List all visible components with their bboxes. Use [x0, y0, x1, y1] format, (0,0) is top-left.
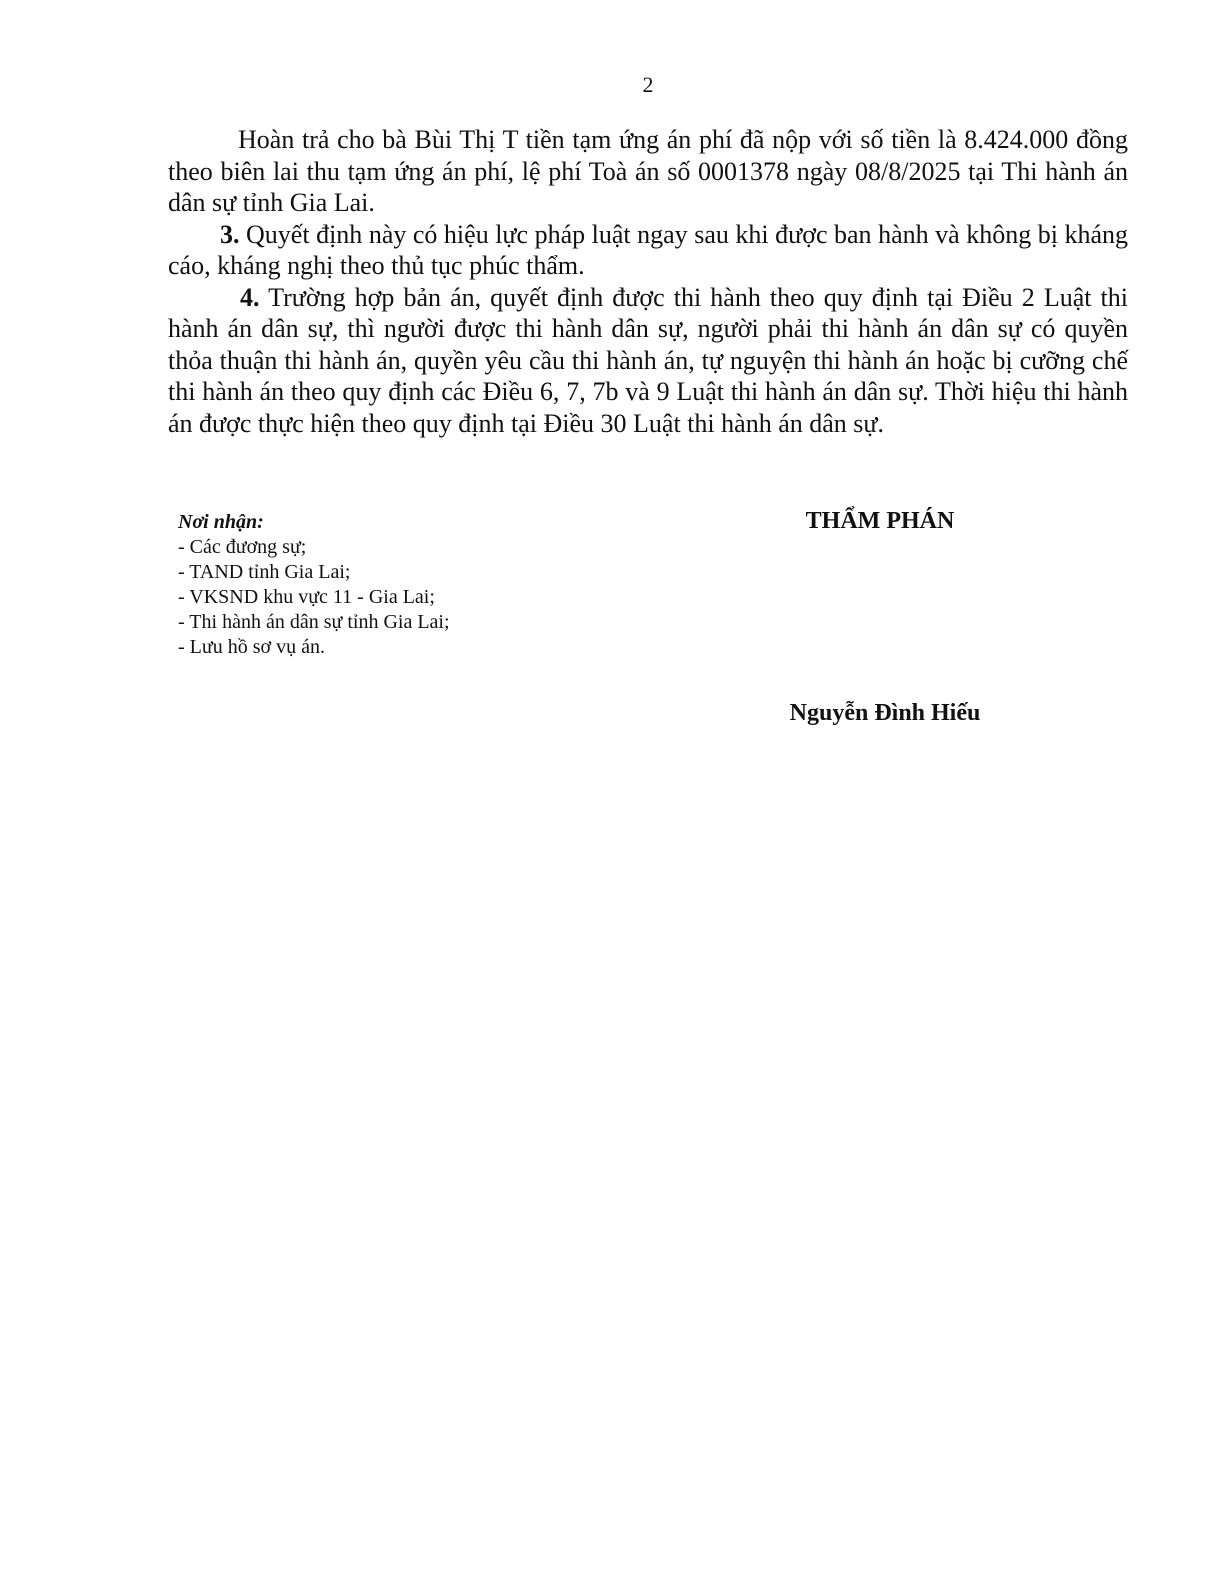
- clause-3-text: Quyết định này có hiệu lực pháp luật ngay sau khi được ban hành và không bị kháng cáo, kháng nghị theo thủ tục phúc thẩm.: [168, 219, 1128, 280]
- recipients-title: Nơi nhận:: [178, 511, 264, 533]
- signer-name: Nguyễn Đình Hiếu: [789, 700, 981, 726]
- recipient-item: - Lưu hồ sơ vụ án.: [178, 636, 325, 658]
- recipient-item: - Các đương sự;: [178, 536, 307, 558]
- document-body: [168, 124, 1128, 439]
- clause-3-paragraph: [168, 219, 1128, 282]
- recipients-block: [178, 510, 598, 660]
- recipient-item: - Thi hành án dân sự tỉnh Gia Lai;: [178, 611, 450, 633]
- clause-4-paragraph: [168, 282, 1128, 440]
- recipient-item: - VKSND khu vực 11 - Gia Lai;: [178, 586, 435, 608]
- recipients-list: [178, 535, 598, 660]
- refund-paragraph: Hoàn trả cho bà Bùi Thị T tiền tạm ứng án phí đã nộp với số tiền là 8.424.000 đồng theo biên lai thu tạm ứng án phí, lệ phí Toà án số 0001378 ngày 08/8/2025 tại Thi hành án dân sự tỉnh Gia Lai.: [168, 125, 1128, 217]
- clause-4-number: 4.: [240, 282, 260, 312]
- signature-title: THẨM PHÁN: [805, 508, 955, 534]
- clause-4-text: Trường hợp bản án, quyết định được thi hành theo quy định tại Điều 2 Luật thi hành án dân sự, thì người được thi hành dân sự, người phải thi hành án dân sự có quyền thỏa thuận thi hành án, quyền yêu cầu thi hành án, tự nguyện thi hành án hoặc bị cưỡng chế thi hành án theo quy định các Điều 6, 7, 7b và 9 Luật thi hành án dân sự. Thời hiệu thi hành án được thực hiện theo quy định tại Điều 30 Luật thi hành án dân sự.: [168, 282, 1128, 438]
- recipient-item: - TAND tỉnh Gia Lai;: [178, 561, 351, 583]
- clause-3-number: 3.: [220, 219, 240, 249]
- page-number: 2: [642, 72, 654, 97]
